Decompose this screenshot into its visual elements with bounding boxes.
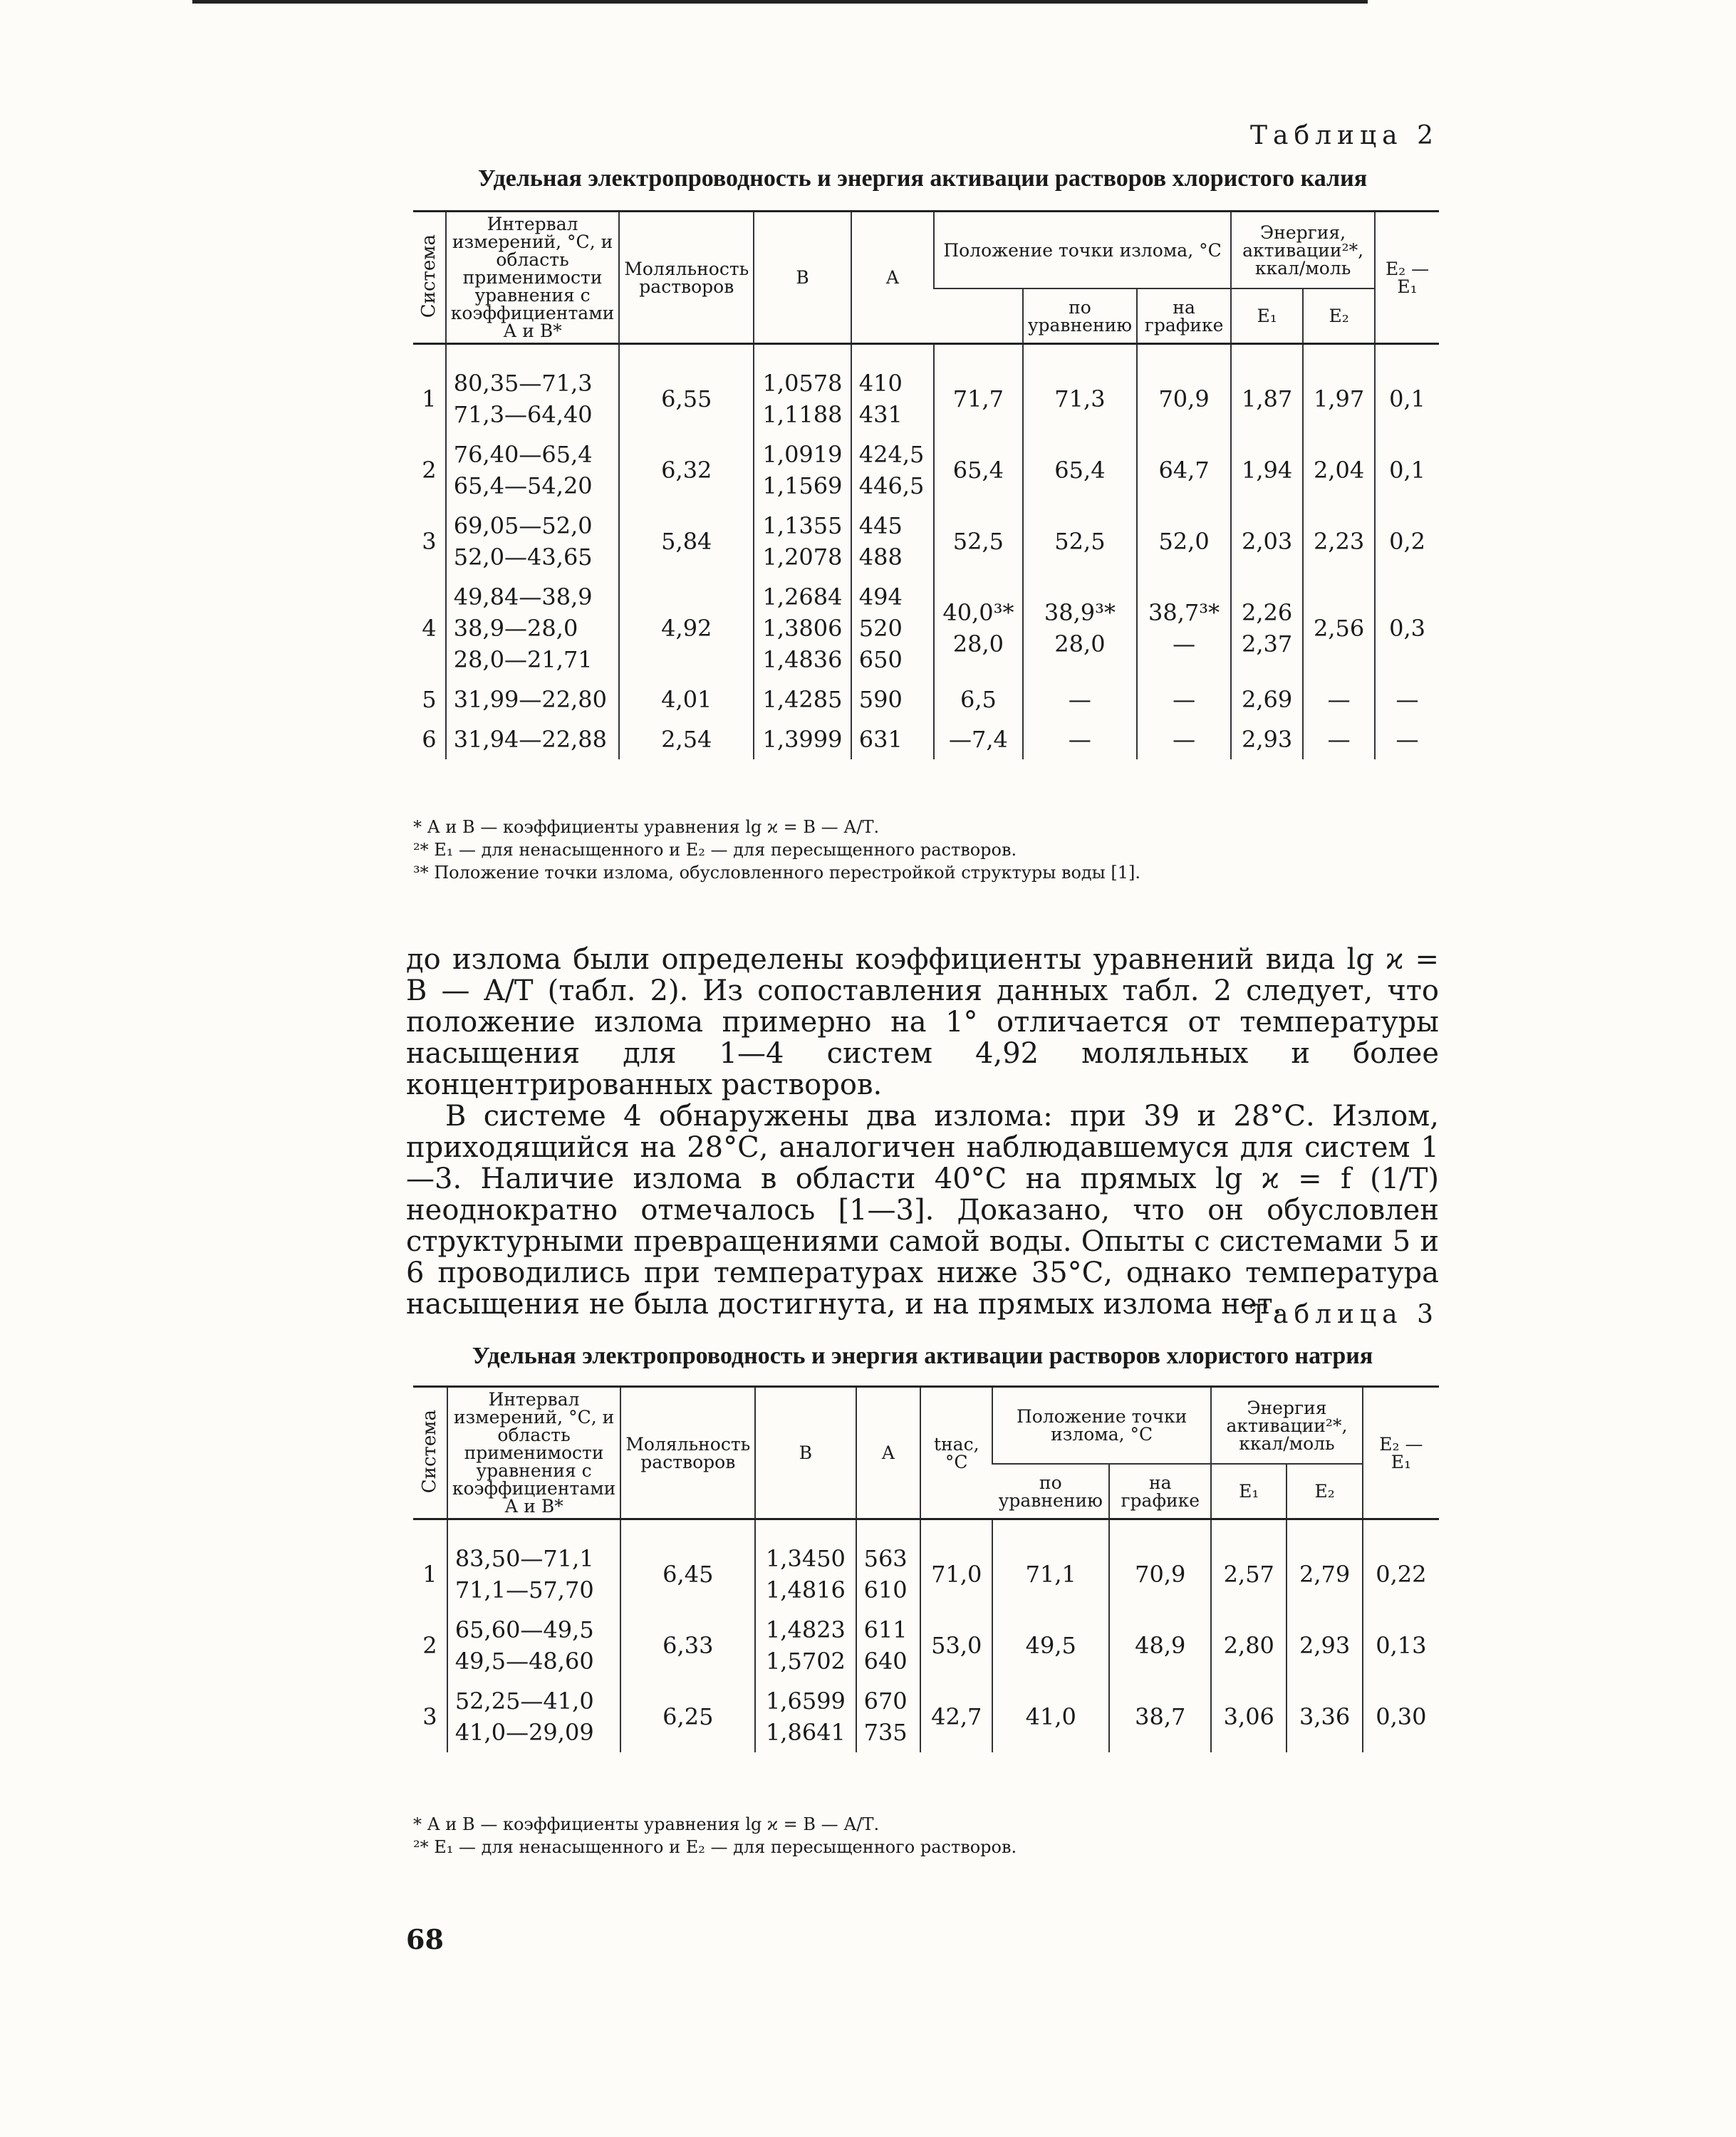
cell-line: 38,9—28,0: [453, 615, 578, 642]
table-cell: [1137, 577, 1231, 680]
cell-line: 70,9: [1158, 385, 1210, 412]
cell-line: 520: [858, 615, 903, 642]
cell-value: 70,9: [1135, 1561, 1186, 1588]
paragraph: В системе 4 обнаружены два излома: при 39 и 28°С. Излом, приходящийся на 28°С, аналогичен наблюдавшемуся для систем 1—3. Наличие излома в области 40°С на прямых lg ϰ = f (1/T) неоднократно отмечалось [1—3]. Доказано, что он обусловлен структурными превращениями самой воды. Опыты с системами 5 и 6 проводились при температурах ниже 35°С, однако температура насыщения не была достигнута, и на прямых излома нет.: [406, 1100, 1439, 1321]
cell-value: 4,01: [661, 686, 712, 713]
cell-value: 1: [422, 1561, 437, 1588]
table-cell: [754, 506, 851, 577]
table-cell: [1023, 577, 1137, 680]
table3-notes: [413, 1813, 1017, 1858]
cell-line: 1,3450: [765, 1545, 846, 1572]
table-cell: [934, 506, 1023, 577]
table-cell: [413, 363, 446, 435]
table-cell: [856, 1610, 921, 1681]
cell-value: —: [1327, 726, 1351, 753]
cell-value: 2,79: [1299, 1561, 1351, 1588]
table-cell: [1303, 577, 1375, 680]
table-cell: [1023, 506, 1137, 577]
table-cell: [1231, 506, 1303, 577]
table-cell: [413, 577, 446, 680]
header-interval: Интервал измерений, °С, и область применимости уравнения с коэффициентами А и В*: [446, 212, 620, 344]
table-cell: [1303, 435, 1375, 506]
cell-line: 83,50—71,1: [454, 1545, 594, 1572]
table-cell: [1363, 1681, 1439, 1752]
header-break-point: Положение точки излома, °С: [934, 212, 1231, 289]
table-row: [413, 577, 1439, 680]
cell-value: 2,57: [1223, 1561, 1274, 1588]
table-row: [413, 363, 1439, 435]
cell-line: 49,5—48,60: [454, 1648, 594, 1675]
table-cell: [446, 719, 620, 759]
cell-line: 65,60—49,5: [454, 1616, 594, 1643]
table-cell: [851, 680, 934, 719]
cell-value: 0,1: [1389, 385, 1425, 412]
table-cell: [1137, 506, 1231, 577]
cell-line: 52,5: [952, 528, 1004, 555]
cell-line: 69,05—52,0: [453, 512, 593, 539]
table-cell: [934, 577, 1023, 680]
header-by-equation: по уравнению: [992, 1464, 1109, 1519]
cell-line: 1,1355: [762, 512, 843, 539]
table-cell: [920, 1539, 992, 1610]
page-number: 68: [406, 1923, 444, 1955]
header-molality: Моляльность растворов: [619, 212, 754, 344]
cell-line: —7,4: [948, 726, 1008, 753]
cell-line: 670: [863, 1688, 908, 1715]
cell-line: 431: [858, 401, 903, 428]
cell-value: 3: [422, 1703, 437, 1730]
cell-line: 28,0—21,71: [453, 646, 593, 673]
table-cell: [1375, 435, 1439, 506]
cell-value: 0,3: [1389, 615, 1425, 642]
cell-line: —: [1173, 686, 1196, 713]
cell-line: 1,3806: [762, 615, 843, 642]
cell-line: 80,35—71,3: [453, 370, 593, 397]
table-cell: [1363, 1610, 1439, 1681]
table-cell: [754, 719, 851, 759]
table-cell: [754, 363, 851, 435]
header-break-blank: [934, 288, 1023, 343]
cell-line: 65,4—54,20: [453, 472, 593, 499]
cell-line: 631: [858, 726, 903, 753]
cell-value: 0,2: [1389, 528, 1425, 555]
paragraph: до излома были определены коэффициенты уравнений вида lg ϰ = B — A/T (табл. 2). Из сопоставления данных табл. 2 следует, что положение излома примерно на 1° отличается от температуры насыщения для 1—4 систем 4,92 моляльных и более концентрированных растворов.: [406, 943, 1439, 1101]
table-cell: [1375, 577, 1439, 680]
cell-line: 2,26: [1241, 599, 1293, 626]
table-cell: [413, 1539, 447, 1610]
cell-line: 640: [863, 1648, 908, 1675]
table-cell: [1137, 435, 1231, 506]
cell-line: 41,0—29,09: [454, 1719, 594, 1746]
cell-line: 1,8641: [765, 1719, 846, 1746]
table-cell: [1231, 363, 1303, 435]
table-cell: [619, 435, 754, 506]
table-cell: [1231, 680, 1303, 719]
header-system: Система: [418, 1409, 440, 1494]
table-cell: [1375, 680, 1439, 719]
table-cell: [1211, 1681, 1287, 1752]
cell-value: 0,30: [1376, 1703, 1427, 1730]
table3: [413, 1385, 1439, 1752]
header-b: B: [755, 1387, 856, 1519]
cell-line: 1,4285: [762, 686, 843, 713]
table-cell: [620, 1681, 755, 1752]
table-cell: [447, 1539, 621, 1610]
table-cell: [851, 435, 934, 506]
cell-line: 1,5702: [765, 1648, 846, 1675]
table-cell: [1287, 1610, 1362, 1681]
cell-line: 2,69: [1241, 686, 1293, 713]
cell-line: 49,84—38,9: [453, 583, 593, 610]
cell-line: 563: [863, 1545, 908, 1572]
table-cell: [413, 506, 446, 577]
table-cell: [934, 363, 1023, 435]
table2-title: Удельная электропроводность и энергия активации растворов хлористого калия: [477, 165, 1368, 192]
cell-line: 65,4: [952, 457, 1004, 484]
cell-value: 1,97: [1313, 385, 1365, 412]
table-cell: [1137, 363, 1231, 435]
cell-value: 2: [422, 457, 437, 484]
cell-line: 52,0—43,65: [453, 544, 593, 571]
table3-label: Таблица 3: [1250, 1300, 1439, 1329]
table-cell: [1287, 1681, 1362, 1752]
table-cell: [619, 577, 754, 680]
cell-line: 2,37: [1241, 630, 1293, 657]
table-cell: [754, 577, 851, 680]
table-cell: [851, 363, 934, 435]
table-cell: [1137, 680, 1231, 719]
cell-value: 5: [422, 686, 437, 713]
cell-line: 28,0: [1054, 630, 1106, 657]
table-cell: [934, 719, 1023, 759]
table-row: [413, 435, 1439, 506]
cell-line: 446,5: [858, 472, 925, 499]
cell-line: 6,5: [960, 686, 997, 713]
header-interval: Интервал измерений, °С, и область применимости уравнения с коэффициентами А и В*: [447, 1387, 621, 1519]
table-cell: [755, 1539, 856, 1610]
cell-line: —: [1068, 726, 1091, 753]
table-cell: [1375, 719, 1439, 759]
cell-line: 1,0578: [762, 370, 843, 397]
table-cell: [1211, 1610, 1287, 1681]
table-row: [413, 1539, 1439, 1610]
table-cell: [1363, 1539, 1439, 1610]
cell-value: 38,7: [1135, 1703, 1186, 1730]
cell-line: 611: [863, 1616, 908, 1643]
table-cell: [992, 1610, 1109, 1681]
header-e1: E₁: [1211, 1464, 1287, 1519]
header-tsat: tнас, °С: [920, 1387, 992, 1519]
cell-value: 42,7: [931, 1703, 982, 1730]
cell-line: 1,4816: [765, 1576, 846, 1603]
table-cell: [1287, 1539, 1362, 1610]
cell-value: 2,93: [1299, 1632, 1351, 1659]
table-cell: [1023, 680, 1137, 719]
cell-line: 64,7: [1158, 457, 1210, 484]
table-cell: [992, 1681, 1109, 1752]
cell-line: 52,0: [1158, 528, 1210, 555]
header-a: A: [856, 1387, 921, 1519]
cell-line: —: [1068, 686, 1091, 713]
cell-value: 0,22: [1376, 1561, 1427, 1588]
table3-body: [413, 1519, 1439, 1753]
table3-note: * А и В — коэффициенты уравнения lg ϰ = В — А/Т.: [413, 1814, 880, 1834]
cell-value: 5,84: [661, 528, 712, 555]
table-cell: [754, 435, 851, 506]
table-cell: [446, 577, 620, 680]
cell-value: 6,45: [662, 1561, 714, 1588]
table-cell: [856, 1539, 921, 1610]
cell-line: 1,87: [1241, 385, 1293, 412]
table3-note: ²* E₁ — для ненасыщенного и E₂ — для пересыщенного растворов.: [413, 1837, 1017, 1857]
header-a: A: [851, 212, 934, 344]
header-e2: E₂: [1287, 1464, 1362, 1519]
cell-line: 1,3999: [762, 726, 843, 753]
cell-value: 6,55: [661, 385, 712, 412]
table3-title: Удельная электропроводность и энергия активации растворов хлористого натрия: [472, 1343, 1373, 1369]
header-diff: E₂ — E₁: [1375, 212, 1439, 344]
table-cell: [1231, 435, 1303, 506]
cell-value: 3,06: [1223, 1703, 1274, 1730]
table-cell: [619, 363, 754, 435]
cell-value: 41,0: [1025, 1703, 1076, 1730]
table-cell: [851, 506, 934, 577]
table-cell: [619, 680, 754, 719]
table-row: [413, 719, 1439, 759]
cell-line: 1,1188: [762, 401, 843, 428]
table-cell: [1211, 1539, 1287, 1610]
table-cell: [620, 1610, 755, 1681]
cell-value: 48,9: [1135, 1632, 1186, 1659]
header-system: Система: [417, 234, 440, 318]
cell-line: 590: [858, 686, 903, 713]
cell-line: 76,40—65,4: [453, 441, 593, 468]
table-row: [413, 506, 1439, 577]
table-cell: [413, 435, 446, 506]
table-cell: [1109, 1681, 1211, 1752]
table-row: [413, 1610, 1439, 1681]
cell-value: 0,13: [1376, 1632, 1427, 1659]
header-break-point: Положение точки излома, °С: [992, 1387, 1211, 1465]
header-energy: Энергия активации²*, ккал/моль: [1211, 1387, 1363, 1465]
cell-line: 424,5: [858, 441, 925, 468]
cell-value: 6: [422, 726, 437, 753]
table-cell: [446, 680, 620, 719]
cell-line: 1,2078: [762, 544, 843, 571]
cell-line: 1,4823: [765, 1616, 846, 1643]
table-cell: [1023, 719, 1137, 759]
cell-value: 0,1: [1389, 457, 1425, 484]
cell-value: 2,54: [661, 726, 712, 753]
table-cell: [1303, 506, 1375, 577]
table-cell: [1303, 363, 1375, 435]
cell-line: 52,5: [1054, 528, 1106, 555]
top-rule: [192, 0, 1368, 4]
table2-label: Таблица 2: [1250, 121, 1439, 150]
table-cell: [446, 506, 620, 577]
cell-value: —: [1395, 726, 1419, 753]
cell-value: 71,0: [931, 1561, 982, 1588]
cell-line: 38,9³*: [1044, 599, 1116, 626]
table-cell: [413, 1610, 447, 1681]
cell-value: 2,80: [1223, 1632, 1274, 1659]
header-energy: Энергия, активации²*, ккал/моль: [1231, 212, 1375, 289]
cell-line: 494: [858, 583, 903, 610]
table-cell: [446, 363, 620, 435]
cell-value: 4,92: [661, 615, 712, 642]
header-molality: Моляльность растворов: [620, 1387, 755, 1519]
cell-line: —: [1173, 726, 1196, 753]
table2-note: ³* Положение точки излома, обусловленного перестройкой структуры воды [1].: [413, 863, 1141, 883]
cell-line: 71,3—64,40: [453, 401, 593, 428]
table-cell: [1375, 506, 1439, 577]
cell-value: 49,5: [1025, 1632, 1076, 1659]
table-cell: [934, 680, 1023, 719]
table-cell: [1231, 577, 1303, 680]
cell-line: 71,1—57,70: [454, 1576, 594, 1603]
cell-value: 6,32: [661, 457, 712, 484]
header-on-graph: на графике: [1109, 1464, 1211, 1519]
table-cell: [1231, 719, 1303, 759]
cell-line: 488: [858, 544, 903, 571]
table-cell: [992, 1539, 1109, 1610]
cell-value: —: [1395, 686, 1419, 713]
table-cell: [1303, 680, 1375, 719]
table-cell: [920, 1681, 992, 1752]
table-cell: [754, 680, 851, 719]
table-cell: [1023, 435, 1137, 506]
cell-line: 28,0: [952, 630, 1004, 657]
cell-value: 1: [422, 385, 437, 412]
cell-value: 4: [422, 615, 437, 642]
table2-note: * А и В — коэффициенты уравнения lg ϰ = В — А/Т.: [413, 817, 880, 837]
table-cell: [934, 435, 1023, 506]
cell-line: 610: [863, 1576, 908, 1603]
cell-value: 3,36: [1299, 1703, 1351, 1730]
cell-value: 2,23: [1313, 528, 1365, 555]
cell-value: 6,33: [662, 1632, 714, 1659]
table-cell: [755, 1610, 856, 1681]
cell-value: 6,25: [662, 1703, 714, 1730]
cell-value: 53,0: [931, 1632, 982, 1659]
cell-line: 2,93: [1241, 726, 1293, 753]
header-e2: E₂: [1303, 288, 1375, 343]
cell-line: 52,25—41,0: [454, 1688, 594, 1715]
cell-line: 1,1569: [762, 472, 843, 499]
cell-line: 71,7: [952, 385, 1004, 412]
table-cell: [920, 1610, 992, 1681]
header-b: B: [754, 212, 851, 344]
cell-line: —: [1173, 630, 1196, 657]
cell-line: 31,99—22,80: [453, 686, 608, 713]
table-cell: [1303, 719, 1375, 759]
table-cell: [446, 435, 620, 506]
table-cell: [755, 1681, 856, 1752]
header-e1: E₁: [1231, 288, 1303, 343]
table-cell: [413, 680, 446, 719]
cell-value: —: [1327, 686, 1351, 713]
cell-value: 2,04: [1313, 457, 1365, 484]
cell-line: 40,0³*: [942, 599, 1014, 626]
table-cell: [620, 1539, 755, 1610]
cell-line: 1,2684: [762, 583, 843, 610]
cell-line: 410: [858, 370, 903, 397]
header-on-graph: на графике: [1137, 288, 1231, 343]
table-cell: [851, 577, 934, 680]
table-cell: [1137, 719, 1231, 759]
cell-line: 1,4836: [762, 646, 843, 673]
cell-line: 1,94: [1241, 457, 1293, 484]
cell-line: 1,6599: [765, 1688, 846, 1715]
table-cell: [1023, 363, 1137, 435]
cell-line: 71,3: [1054, 385, 1106, 412]
table2-note: ²* E₁ — для ненасыщенного и E₂ — для пересыщенного растворов.: [413, 840, 1017, 860]
cell-line: 38,7³*: [1148, 599, 1220, 626]
table-cell: [447, 1610, 621, 1681]
cell-line: 2,03: [1241, 528, 1293, 555]
cell-value: 71,1: [1025, 1561, 1076, 1588]
table2-notes: [413, 816, 1140, 884]
cell-value: 3: [422, 528, 437, 555]
cell-line: 65,4: [1054, 457, 1106, 484]
cell-line: 445: [858, 512, 903, 539]
table-cell: [413, 1681, 447, 1752]
header-by-equation: по уравнению: [1023, 288, 1137, 343]
cell-value: 2: [422, 1632, 437, 1659]
table-cell: [447, 1681, 621, 1752]
table2-body: [413, 344, 1439, 760]
body-text: [406, 944, 1439, 1320]
table-cell: [413, 719, 446, 759]
header-diff: E₂ — E₁: [1363, 1387, 1439, 1519]
table-cell: [619, 719, 754, 759]
table-cell: [1109, 1539, 1211, 1610]
cell-line: 735: [863, 1719, 908, 1746]
table-cell: [1109, 1610, 1211, 1681]
table-cell: [1375, 363, 1439, 435]
table-row: [413, 1681, 1439, 1752]
table2: [413, 210, 1439, 759]
table-cell: [856, 1681, 921, 1752]
cell-line: 650: [858, 646, 903, 673]
cell-line: 1,0919: [762, 441, 843, 468]
table-cell: [619, 506, 754, 577]
table-cell: [851, 719, 934, 759]
cell-value: 2,56: [1313, 615, 1365, 642]
cell-line: 31,94—22,88: [453, 726, 608, 753]
table-row: [413, 680, 1439, 719]
